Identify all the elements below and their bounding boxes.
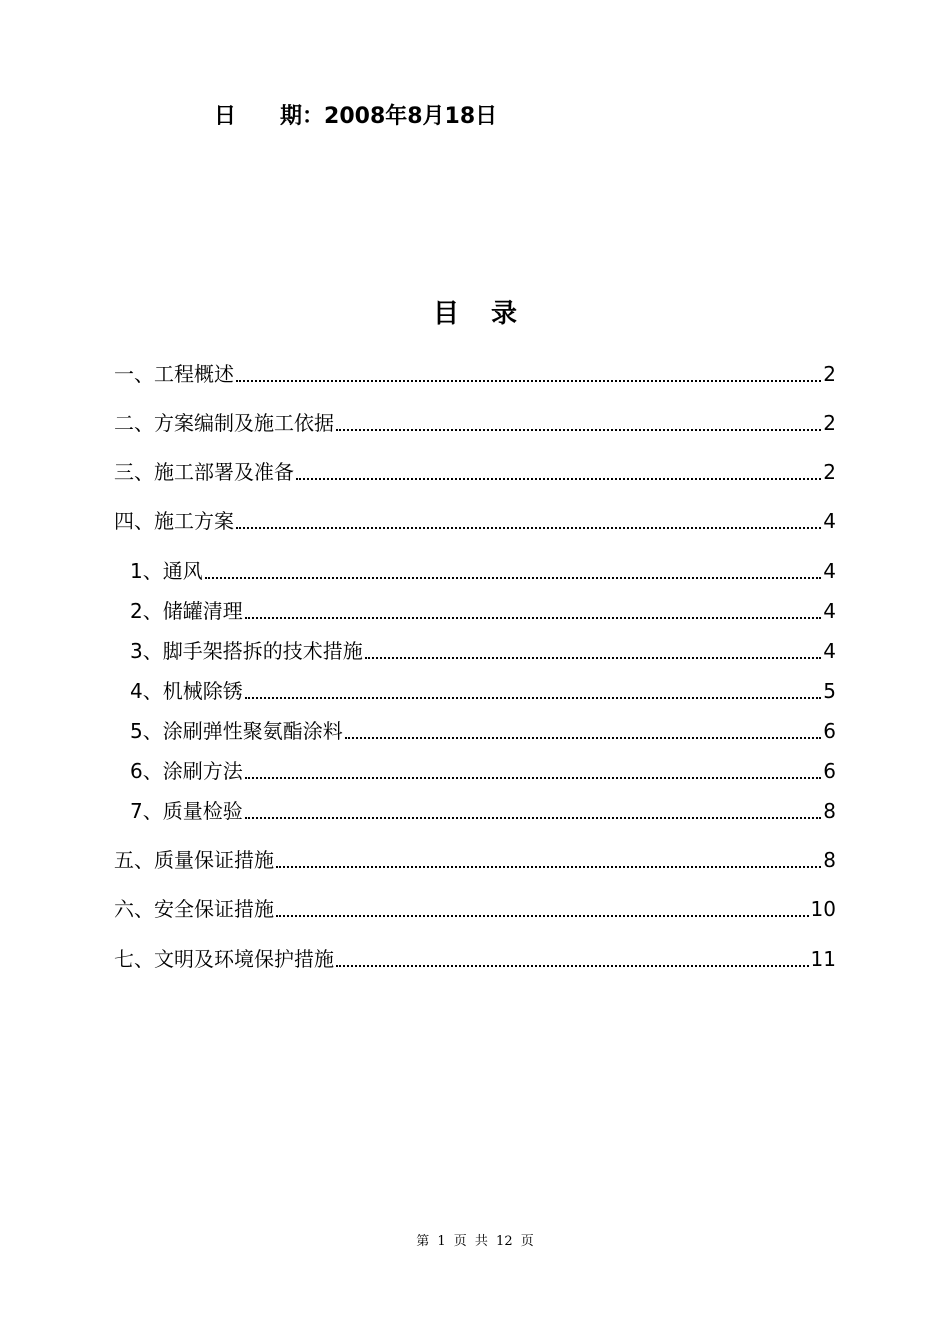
toc-entry-label: 一、工程概述 <box>114 362 234 386</box>
toc-entry-label: 三、施工部署及准备 <box>114 460 294 484</box>
toc-entry-label: 二、方案编制及施工依据 <box>114 411 334 435</box>
toc-entry-page: 11 <box>810 947 836 971</box>
toc-entry-label: 2、储罐清理 <box>130 599 243 623</box>
toc-entry[interactable] <box>114 408 836 438</box>
toc-subentry[interactable] <box>130 676 836 706</box>
date-value: 2008年8月18日 <box>324 104 498 129</box>
toc-leader-dots <box>336 429 821 431</box>
toc-entry-page: 4 <box>823 559 836 583</box>
toc-entry-page: 2 <box>823 411 836 435</box>
toc-entry[interactable] <box>114 845 836 875</box>
toc-entry-page: 4 <box>823 639 836 663</box>
toc-leader-dots <box>296 478 821 480</box>
toc-entry-label: 6、涂刷方法 <box>130 759 243 783</box>
toc-leader-dots <box>245 817 822 819</box>
toc-entry-page: 6 <box>823 759 836 783</box>
toc-subentry[interactable] <box>130 796 836 826</box>
toc-entry-page: 6 <box>823 719 836 743</box>
toc-entry-page: 5 <box>823 679 836 703</box>
toc-entry[interactable] <box>114 894 836 924</box>
toc-leader-dots <box>345 737 822 739</box>
date-label: 日 期： <box>214 104 325 129</box>
toc-leader-dots <box>276 915 809 917</box>
toc-leader-dots <box>245 697 822 699</box>
toc-entry[interactable] <box>114 457 836 487</box>
toc-subentry[interactable] <box>130 756 836 786</box>
toc-leader-dots <box>205 577 822 579</box>
toc-entry-page: 2 <box>823 362 836 386</box>
toc-entry-page: 10 <box>810 897 836 921</box>
toc-leader-dots <box>245 777 822 779</box>
toc-leader-dots <box>236 527 821 529</box>
toc-leader-dots <box>236 380 821 382</box>
toc-leader-dots <box>365 657 822 659</box>
toc-entry-page: 4 <box>823 599 836 623</box>
toc-entry[interactable] <box>114 944 836 974</box>
toc-entry-label: 七、文明及环境保护措施 <box>114 947 334 971</box>
toc-entry-page: 8 <box>823 799 836 823</box>
toc-subentry[interactable] <box>130 596 836 626</box>
toc-title: 目录 <box>432 299 549 329</box>
toc-entry-label: 六、安全保证措施 <box>114 897 274 921</box>
toc-entry-label: 1、通风 <box>130 559 203 583</box>
toc-entry[interactable] <box>114 359 836 389</box>
page-footer: 第 1 页 共 12 页 <box>416 1234 534 1249</box>
toc-entry-page: 4 <box>823 509 836 533</box>
toc-leader-dots <box>245 617 822 619</box>
toc-entry-page: 8 <box>823 848 836 872</box>
toc-entry-label: 5、涂刷弹性聚氨酯涂料 <box>130 719 343 743</box>
toc-subentry[interactable] <box>130 556 836 586</box>
toc-entry-page: 2 <box>823 460 836 484</box>
toc-subentry[interactable] <box>130 636 836 666</box>
toc-entry-label: 3、脚手架搭拆的技术措施 <box>130 639 363 663</box>
toc-leader-dots <box>336 965 809 967</box>
toc-entry[interactable] <box>114 506 836 536</box>
toc-entry-label: 五、质量保证措施 <box>114 848 274 872</box>
toc-subentry[interactable] <box>130 716 836 746</box>
toc-entry-label: 4、机械除锈 <box>130 679 243 703</box>
toc-entry-label: 7、质量检验 <box>130 799 243 823</box>
toc-entry-label: 四、施工方案 <box>114 509 234 533</box>
toc-leader-dots <box>276 866 821 868</box>
